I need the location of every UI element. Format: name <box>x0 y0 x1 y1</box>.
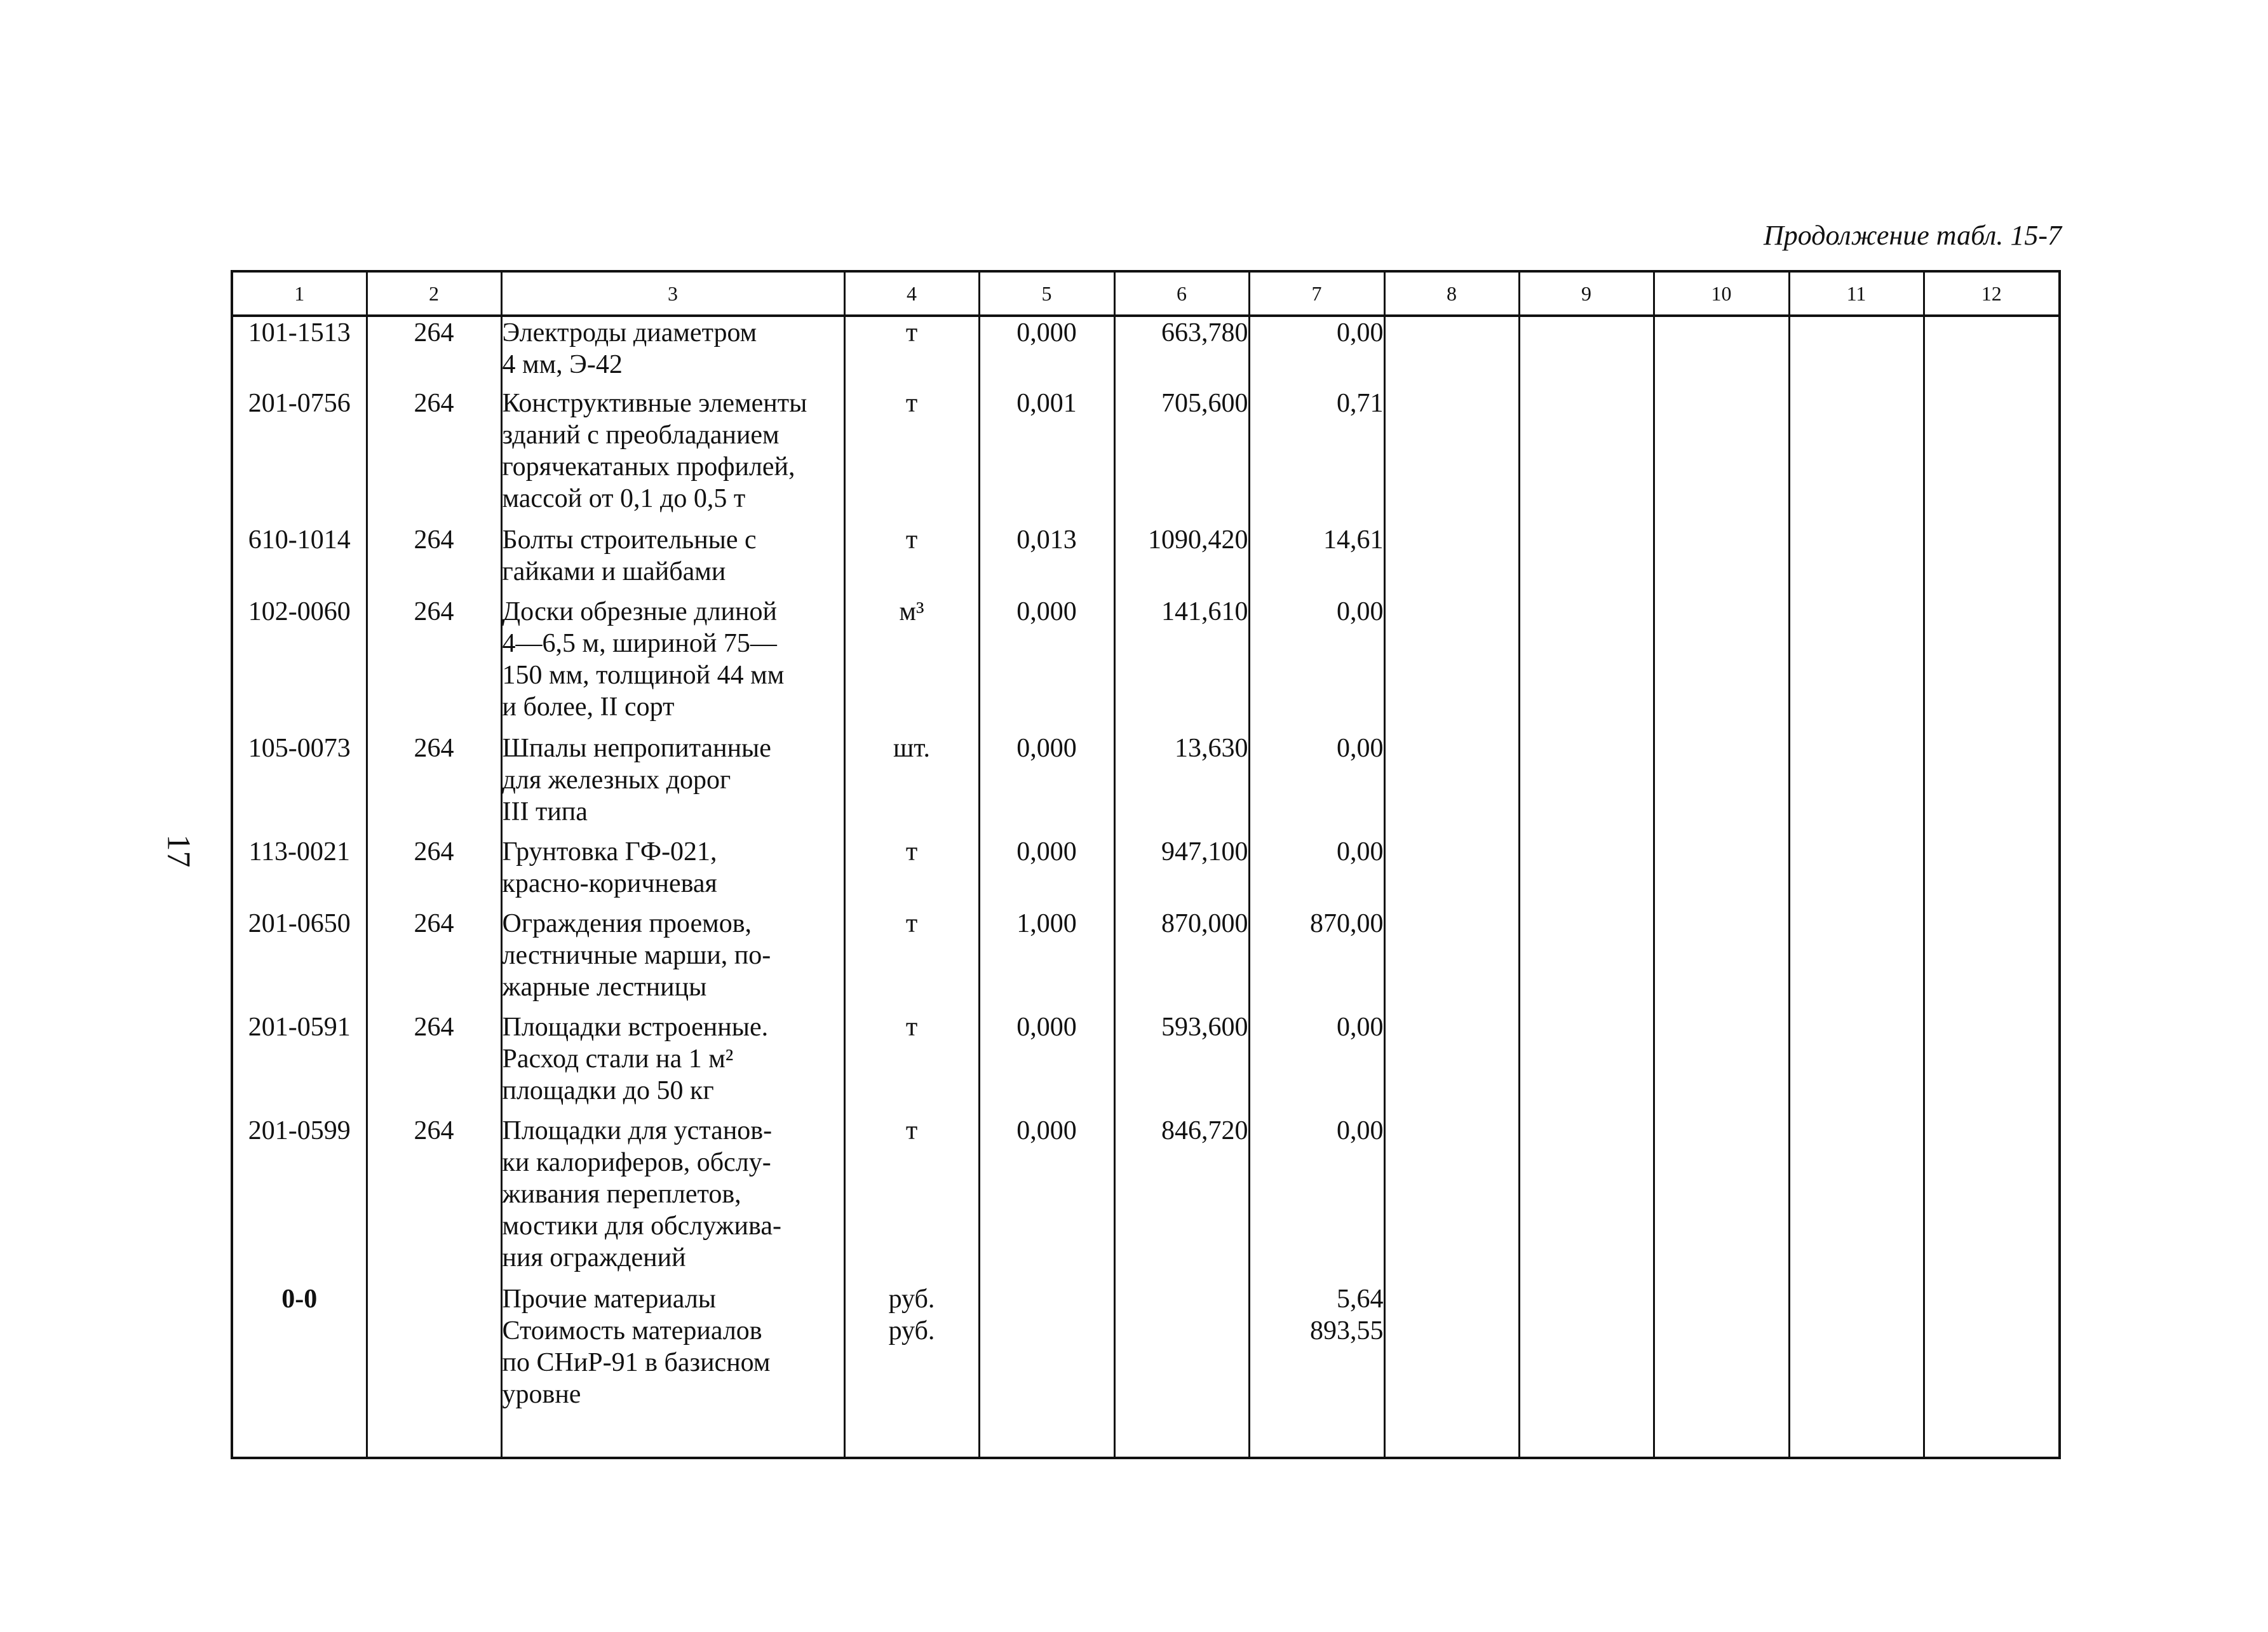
row-total: 0,00 <box>1249 596 1384 732</box>
row-price: 663,780 <box>1114 316 1249 388</box>
row-unit: т <box>844 1011 979 1115</box>
row-name: Болты строительные с гайками и шайбами <box>501 524 844 596</box>
empty-cell <box>1384 316 1519 388</box>
column-header: 8 <box>1384 271 1519 316</box>
row-code: 201-0599 <box>232 1115 367 1283</box>
row-code: 610-1014 <box>232 524 367 596</box>
row-unit: т <box>844 524 979 596</box>
row-code: 201-0650 <box>232 908 367 1011</box>
empty-cell <box>1924 524 2060 596</box>
empty-cell <box>1519 524 1654 596</box>
empty-cell <box>1519 732 1654 836</box>
row-number <box>367 1283 501 1458</box>
empty-cell <box>1789 596 1924 732</box>
empty-cell <box>1519 388 1654 524</box>
empty-cell <box>1654 316 1789 388</box>
empty-cell <box>1789 524 1924 596</box>
row-quantity: 0,000 <box>979 596 1114 732</box>
empty-cell <box>1654 1115 1789 1283</box>
summary-row <box>232 1283 2060 1458</box>
column-header: 7 <box>1249 271 1384 316</box>
column-header: 5 <box>979 271 1114 316</box>
empty-cell <box>1519 1011 1654 1115</box>
row-price: 141,610 <box>1114 596 1249 732</box>
row-price: 846,720 <box>1114 1115 1249 1283</box>
empty-cell <box>1924 1115 2060 1283</box>
row-unit: т <box>844 316 979 388</box>
row-unit: т <box>844 1115 979 1283</box>
empty-cell <box>1384 1115 1519 1283</box>
row-unit: руб. руб. <box>844 1283 979 1458</box>
table-row <box>232 1011 2060 1115</box>
table-row <box>232 388 2060 524</box>
row-number: 264 <box>367 1011 501 1115</box>
column-header: 9 <box>1519 271 1654 316</box>
row-total: 0,71 <box>1249 388 1384 524</box>
table-row <box>232 732 2060 836</box>
empty-cell <box>1789 388 1924 524</box>
row-unit: т <box>844 388 979 524</box>
empty-cell <box>1519 316 1654 388</box>
row-number: 264 <box>367 388 501 524</box>
empty-cell <box>1384 1283 1519 1458</box>
table-row <box>232 908 2060 1011</box>
column-header: 12 <box>1924 271 2060 316</box>
empty-cell <box>1384 524 1519 596</box>
materials-table <box>231 270 2061 1459</box>
empty-cell <box>1519 596 1654 732</box>
row-code: 201-0591 <box>232 1011 367 1115</box>
row-quantity: 0,001 <box>979 388 1114 524</box>
empty-cell <box>1654 732 1789 836</box>
row-quantity: 0,000 <box>979 1011 1114 1115</box>
row-price: 13,630 <box>1114 732 1249 836</box>
row-unit: м³ <box>844 596 979 732</box>
empty-cell <box>1789 316 1924 388</box>
row-total: 5,64 893,55 <box>1249 1283 1384 1458</box>
row-code: 105-0073 <box>232 732 367 836</box>
row-code: 101-1513 <box>232 316 367 388</box>
empty-cell <box>1384 732 1519 836</box>
header-row <box>232 271 2060 316</box>
row-name: Площадки встроенные. Расход стали на 1 м² площадки до 50 кг <box>501 1011 844 1115</box>
empty-cell <box>1519 1283 1654 1458</box>
table-row <box>232 524 2060 596</box>
column-header: 11 <box>1789 271 1924 316</box>
row-code: 102-0060 <box>232 596 367 732</box>
empty-cell <box>1924 316 2060 388</box>
empty-cell <box>1654 1011 1789 1115</box>
row-price: 870,000 <box>1114 908 1249 1011</box>
table-row <box>232 596 2060 732</box>
empty-cell <box>1384 388 1519 524</box>
table-caption: Продолжение табл. 15-7 <box>1764 220 2062 251</box>
row-name: Прочие материалы Стоимость материалов по СНиР-91 в базисном уровне <box>501 1283 844 1458</box>
row-unit: т <box>844 908 979 1011</box>
empty-cell <box>1519 836 1654 908</box>
table-row <box>232 1115 2060 1283</box>
empty-cell <box>1789 1115 1924 1283</box>
row-price: 947,100 <box>1114 836 1249 908</box>
empty-cell <box>1924 908 2060 1011</box>
empty-cell <box>1789 908 1924 1011</box>
row-name: Шпалы непропитанные для железных дорог III типа <box>501 732 844 836</box>
row-name: Площадки для установ- ки калориферов, обслу- живания переплетов, мостики для обслужива- ния ограждений <box>501 1115 844 1283</box>
row-total: 0,00 <box>1249 1115 1384 1283</box>
column-header: 6 <box>1114 271 1249 316</box>
row-quantity: 0,000 <box>979 1115 1114 1283</box>
empty-cell <box>1519 1115 1654 1283</box>
row-total: 14,61 <box>1249 524 1384 596</box>
row-quantity: 0,000 <box>979 836 1114 908</box>
row-total: 870,00 <box>1249 908 1384 1011</box>
empty-cell <box>1654 836 1789 908</box>
empty-cell <box>1789 836 1924 908</box>
empty-cell <box>1384 836 1519 908</box>
row-number: 264 <box>367 596 501 732</box>
row-total: 0,00 <box>1249 1011 1384 1115</box>
empty-cell <box>1654 388 1789 524</box>
row-name: Доски обрезные длиной 4—6,5 м, шириной 75— 150 мм, толщиной 44 мм и более, II сорт <box>501 596 844 732</box>
row-quantity <box>979 1283 1114 1458</box>
empty-cell <box>1654 1283 1789 1458</box>
row-total: 0,00 <box>1249 836 1384 908</box>
row-name: Ограждения проемов, лестничные марши, по- жарные лестницы <box>501 908 844 1011</box>
row-name: Конструктивные элементы зданий с преобладанием горячекатаных профилей, массой от 0,1 до 0,5 т <box>501 388 844 524</box>
row-price <box>1114 1283 1249 1458</box>
column-header: 1 <box>232 271 367 316</box>
row-number: 264 <box>367 524 501 596</box>
empty-cell <box>1384 596 1519 732</box>
empty-cell <box>1924 388 2060 524</box>
empty-cell <box>1924 836 2060 908</box>
empty-cell <box>1789 1283 1924 1458</box>
column-header: 2 <box>367 271 501 316</box>
row-number: 264 <box>367 732 501 836</box>
row-number: 264 <box>367 1115 501 1283</box>
empty-cell <box>1789 1011 1924 1115</box>
column-header: 4 <box>844 271 979 316</box>
row-quantity: 0,013 <box>979 524 1114 596</box>
empty-cell <box>1924 1283 2060 1458</box>
empty-cell <box>1384 1011 1519 1115</box>
row-price: 1090,420 <box>1114 524 1249 596</box>
row-code: 113-0021 <box>232 836 367 908</box>
row-price: 705,600 <box>1114 388 1249 524</box>
column-header: 10 <box>1654 271 1789 316</box>
empty-cell <box>1384 908 1519 1011</box>
row-name: Грунтовка ГФ-021, красно-коричневая <box>501 836 844 908</box>
empty-cell <box>1654 524 1789 596</box>
row-code: 201-0756 <box>232 388 367 524</box>
empty-cell <box>1924 596 2060 732</box>
row-total: 0,00 <box>1249 316 1384 388</box>
row-number: 264 <box>367 316 501 388</box>
row-unit: т <box>844 836 979 908</box>
row-code: 0-0 <box>232 1283 367 1458</box>
empty-cell <box>1519 908 1654 1011</box>
empty-cell <box>1789 732 1924 836</box>
row-number: 264 <box>367 836 501 908</box>
row-quantity: 1,000 <box>979 908 1114 1011</box>
empty-cell <box>1654 596 1789 732</box>
row-quantity: 0,000 <box>979 732 1114 836</box>
empty-cell <box>1654 908 1789 1011</box>
row-name: Электроды диаметром 4 мм, Э-42 <box>501 316 844 388</box>
table-row <box>232 316 2060 388</box>
table-row <box>232 836 2060 908</box>
column-header: 3 <box>501 271 844 316</box>
empty-cell <box>1924 1011 2060 1115</box>
row-unit: шт. <box>844 732 979 836</box>
page-number: 17 <box>160 834 197 868</box>
row-quantity: 0,000 <box>979 316 1114 388</box>
row-total: 0,00 <box>1249 732 1384 836</box>
row-price: 593,600 <box>1114 1011 1249 1115</box>
row-number: 264 <box>367 908 501 1011</box>
empty-cell <box>1924 732 2060 836</box>
